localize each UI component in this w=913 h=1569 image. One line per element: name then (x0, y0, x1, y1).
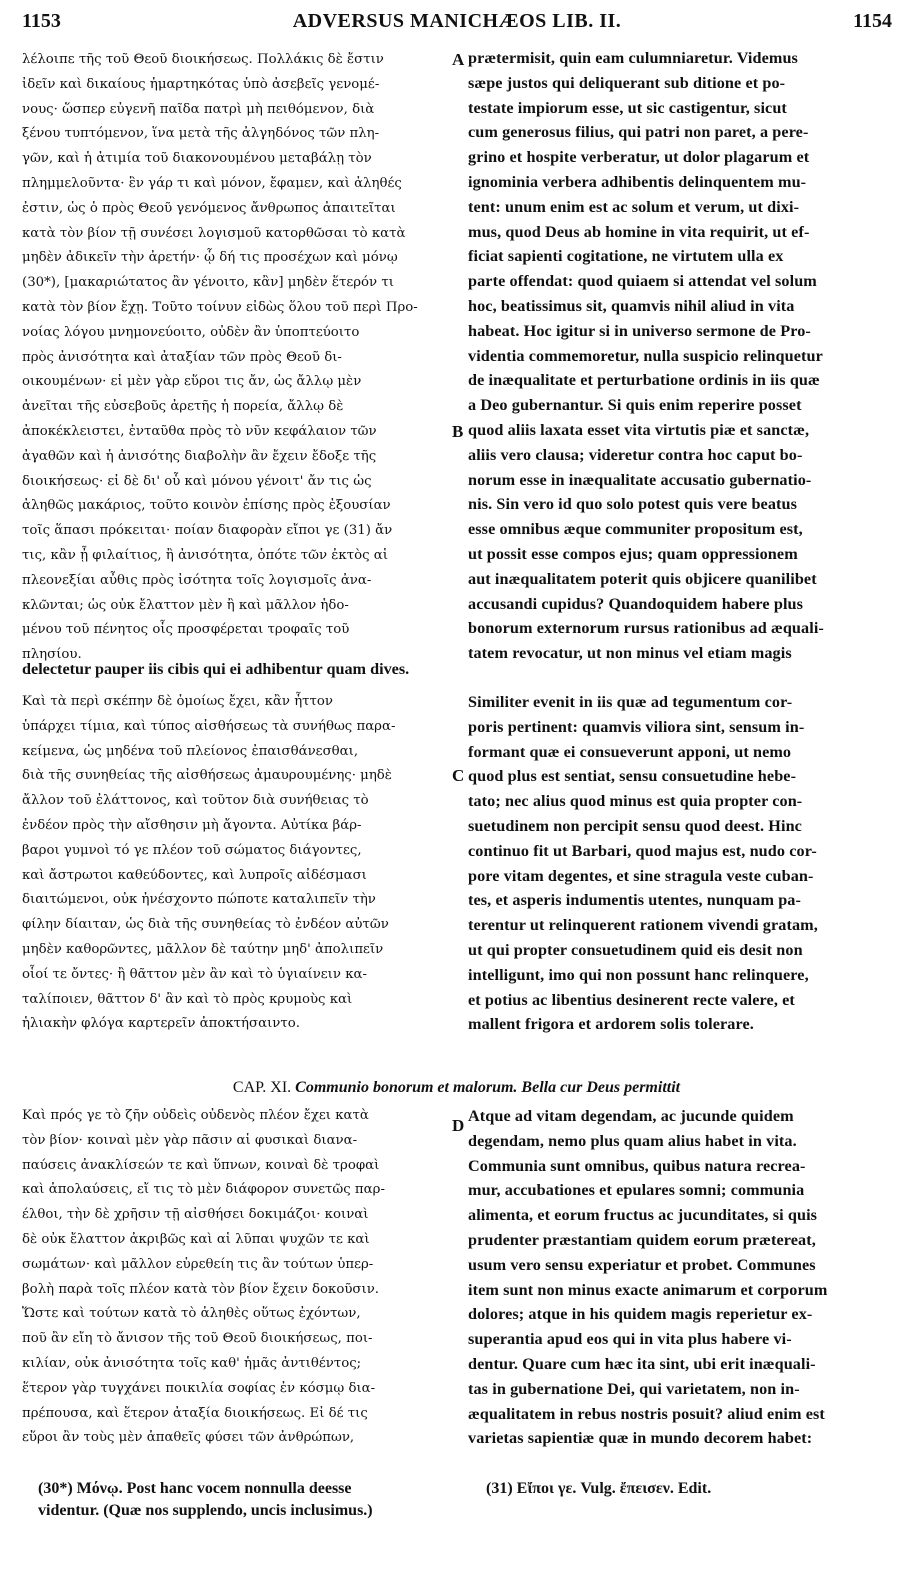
running-header (22, 10, 892, 38)
greek-line: κλῶνται; ὡς οὐκ ἔλαττον μὲν ἢ καὶ μᾶλλον ἡδο- (22, 597, 349, 613)
latin-line: mus, quod Deus ab homine in vita requirit, ut ef- (468, 222, 810, 241)
latin-line: prætermisit, quin eam culumniaretur. Videmus (468, 49, 798, 67)
greek-line: λέλοιπε τῆς τοῦ Θεοῦ διοικήσεως. Πολλάκις δὲ ἔστιν (22, 52, 384, 67)
latin-line: cum generosus filius, qui patri non paret, a pere- (468, 123, 809, 142)
latin-line: tent: unum enim est ac solum et verum, ut dixi- (468, 197, 800, 216)
latin-line: superantia apud eos qui in vita plus habere vi- (468, 1330, 792, 1349)
latin-line: formant quæ ei consueverunt apponi, ut nemo (468, 742, 792, 761)
latin-line: videntia commemoretur, nulla suspicio relinquetur (468, 346, 823, 365)
margin-marker-d: D (452, 1116, 465, 1135)
latin-line: dentur. Quare cum hæc ita sint, ubi erit inæquali- (468, 1354, 816, 1373)
greek-line: ἐνδέον πρὸς τὴν αἴσθησιν μὴ ἄγοντα. Αὐτίκα βάρ- (22, 817, 362, 833)
latin-line: habeat. Hoc igitur si in universo sermone de Pro- (468, 321, 811, 340)
latin-line: Communia sunt omnibus, quibus natura recrea- (468, 1156, 806, 1175)
latin-line: grino et hospite verberatur, ut dolor plagarum et (468, 148, 810, 167)
greek-line: ἄλλον τοῦ ἐλάττονος, καὶ τοῦτον διὰ συνήθειας τὸ (22, 793, 369, 809)
latin-line: quod aliis laxata esset vita virtutis piæ et sanctæ, (468, 420, 810, 439)
greek-column-section-2 (22, 690, 452, 1037)
greek-line: ὑπάρχει τίμια, καὶ τύπος αἰσθήσεως τὰ συνήθως παρα- (22, 718, 396, 734)
latin-line: ut possit esse compos ejus; quam oppressionem (468, 544, 798, 563)
greek-line: σωμάτων· καὶ μᾶλλον εὑρεθείη τις ἂν τούτων ὑπερ- (22, 1256, 374, 1272)
greek-line: πρὸς ἀνισότητα καὶ ἀταξίαν τῶν πρὸς Θεοῦ δι- (22, 349, 342, 365)
latin-line: poris pertinent: quamvis viliora sint, sensum in- (468, 717, 805, 736)
latin-line: ficiat sapienti cogitatione, ne virtutem ulla ex (468, 247, 784, 266)
latin-line: item sunt non minus exacte animarum et corporum (468, 1280, 828, 1299)
greek-line: ἕτερον γὰρ τυγχάνει ποικιλία σοφίας ἐν κόσμῳ δια- (22, 1380, 376, 1396)
latin-column-section-1 (468, 46, 894, 666)
latin-line: testate impiorum esse, ut sic castigentur, sicut (468, 98, 787, 117)
greek-line: ταλίποιεν, θᾶττον δ' ἂν καὶ τὸ πρὸς κρυμοὺς καὶ (22, 991, 353, 1007)
latin-line: aut inæqualitatem poterit quis objicere quanilibet (468, 569, 817, 588)
greek-line: (30*), [μακαριώτατος ἂν γένοιτο, κἂν] μηδὲν ἕτερόν τι (22, 275, 394, 291)
latin-line: ignominia verbera adhibentis delinquentem mu- (468, 172, 807, 191)
greek-line: ἡλιακὴν φλόγα καρτερεῖν ἀποκτήσαιντο. (22, 1016, 300, 1032)
greek-line: παύσεις ἀνακλίσεών τε καὶ ὕπνων, κοιναὶ δὲ τροφαὶ (22, 1157, 380, 1173)
running-title: ADVERSUS MANICHÆOS LIB. II. (292, 10, 622, 32)
greek-line: διαιτώμενοι, οὐκ ἠνέσχοντο πώποτε καταλιπεῖν τὴν (22, 892, 376, 908)
latin-line: varietas sapientiæ quæ in mundo decorem habet: (468, 1429, 813, 1448)
greek-column-section-3 (22, 1104, 452, 1451)
chapter-heading (0, 1079, 913, 1097)
latin-line: parte offendat: quod quiaem si attendat vel solum (468, 272, 817, 291)
margin-marker-c: C (452, 766, 465, 785)
greek-line: βαροι γυμνοὶ τό γε πλέον τοῦ σώματος διάγοντες, (22, 842, 362, 858)
greek-line: πλησίου. (22, 647, 82, 663)
greek-line: πλημμελοῦντα· ἓν γάρ τι καὶ μόνον, ἔφαμεν, καὶ ἀληθές (22, 175, 402, 191)
greek-line: οἷοί τε ὄντες· ἢ θᾶττον μὲν ἂν καὶ τὸ ὑγιαίνειν κα- (22, 966, 367, 982)
latin-line: Atque ad vitam degendam, ac jucunde quidem (468, 1107, 794, 1125)
greek-line: Καὶ πρός γε τὸ ζῆν οὐδεὶς οὐδενὸς πλέον ἔχει κατὰ (22, 1108, 369, 1123)
greek-line: ἀληθῶς μακάριος, τοῦτο κοινὸν ἐπίσης πρὸς ἐξουσίαν (22, 498, 391, 514)
greek-line: ἐστιν, ὡς ὁ πρὸς Θεοῦ γενόμενος ἄνθρωπος ἀπαιτεῖται (22, 200, 396, 216)
greek-line: γῶν, καὶ ἡ ἀτιμία τοῦ διακονουμένου μεταβάλῃ τὸν (22, 151, 372, 167)
latin-line: norum esse in inæqualitate accusatio gubernatio- (468, 470, 812, 489)
latin-line: mur, accubationes et epulares somni; communia (468, 1181, 805, 1200)
greek-line: ἀνεῖται τῆς εὐσεβοῦς ἀρετῆς ἡ πορεία, ἄλλῳ δὲ (22, 399, 344, 415)
greek-line: ποῦ ἂν εἴη τὸ ἄνισον τῆς τοῦ Θεοῦ διοικήσεως, ποι- (22, 1331, 373, 1347)
greek-line: έλθοι, τὴν δὲ χρῆσιν τῇ αἰσθήσει δοκιμάζοι· κοιναὶ (22, 1207, 369, 1223)
footnote-line: videntur. (Quæ nos supplendo, uncis inclusimus.) (38, 1502, 373, 1519)
latin-line: prudenter præstantiam quidem eorum prætereat, (468, 1230, 816, 1249)
greek-line: ἀποκέκλειστει, ἐνταῦθα πρὸς τὸ νῦν κεφάλαιον τῶν (22, 423, 377, 439)
latin-line: usum vero sensu experiatur et probet. Communes (468, 1255, 816, 1274)
greek-line: βολὴ παρὰ τοῖς πλέον κατὰ τὸν βίον ἔχειν δοκοῦσιν. (22, 1281, 380, 1297)
chapter-number: CAP. XI. (232, 1079, 292, 1096)
greek-line: νοίας λόγου μνημονεύοιτο, οὐδὲν ἂν ὑποπτεύοιτο (22, 324, 360, 340)
greek-column-section-1 (22, 48, 452, 668)
latin-line: pore vitam degentes, et sine stragula veste cuban- (468, 866, 814, 885)
latin-line: continuo fit ut Barbari, quod majus est, nudo cor- (468, 841, 817, 860)
latin-line: esse omnibus æque communiter propositum est, (468, 520, 803, 539)
greek-line: τοῖς ἅπασι πρόκειται· ποίαν διαφορὰν εἴποι γε (31) ἄν (22, 523, 393, 539)
latin-line: hoc, beatissimus sit, quamvis nihil aliud in vita (468, 296, 795, 315)
footnote-line: (30*) Μόνῳ. Post hanc vocem nonnulla deesse (38, 1480, 352, 1497)
margin-marker-a: A (452, 50, 465, 69)
latin-line: terentur ut relinquerent rationem vivendi gratam, (468, 916, 818, 935)
greek-line: πρέπουσα, καὶ ἕτερον ἀταξία διοικήσεως. Εἰ δέ τις (22, 1405, 368, 1421)
latin-line: suetudinem non percipit sensu quod deest. Hinc (468, 816, 802, 835)
latin-line: sæpe justos qui deliquerant sub ditione et po- (468, 73, 786, 92)
footnote-right (486, 1478, 896, 1500)
latin-line: quod plus est sentiat, sensu consuetudine hebe- (468, 767, 797, 786)
latin-line: degendam, nemo plus quam alius habet in vita. (468, 1131, 797, 1150)
latin-line: et potius ac libentius desinerent recte valere, et (468, 990, 795, 1009)
latin-column-section-3 (468, 1104, 894, 1451)
latin-column-section-2 (468, 690, 894, 1037)
footnote-left (38, 1478, 458, 1522)
greek-line: οικουμένων· εἰ μὲν γὰρ εὕροι τις ἄν, ὡς ἄλλῳ μὲν (22, 374, 362, 390)
greek-line: ἰδεῖν καὶ δικαίους ἡμαρτηκότας ὑπὸ ἀσεβεῖς γενομέ- (22, 76, 380, 92)
greek-line: νους· ὥσπερ εὐγενῆ παῖδα πατρὶ μὴ πειθόμενον, διὰ (22, 101, 375, 117)
latin-line: tatem revocatur, ut non minus vel etiam magis (468, 644, 792, 663)
greek-line: κατὰ τὸν βίον ἔχῃ. Τοῦτο τοίνυν εἰδὼς ὅλου τοῦ περὶ Προ- (22, 299, 418, 315)
greek-line: κείμενα, ὡς μηδένα τοῦ πλείονος ἐπαισθάνεσθαι, (22, 743, 359, 759)
greek-line: ξένου τυπτόμενον, ἵνα μετὰ τῆς ἀλγηδόνος τῶν πλη- (22, 126, 380, 142)
page-number-right: 1154 (853, 10, 892, 32)
latin-line: ut qui propter consuetudinem quid eis desit non (468, 940, 803, 959)
greek-line: διὰ τῆς συνηθείας τῆς αἰσθήσεως ἀμαυρουμένης· μηδὲ (22, 768, 392, 784)
latin-line: de inæqualitate et perturbatione ordinis in iis quæ (468, 371, 820, 390)
greek-line: δὲ οὐκ ἔλαττον ἀκριβῶς καὶ αἱ λῦπαι ψυχῶν τε καὶ (22, 1231, 370, 1247)
greek-line: Καὶ τὰ περὶ σκέπην δὲ ὁμοίως ἔχει, κἂν ἧττον (22, 694, 333, 709)
greek-line: καὶ ἀπολαύσεις, εἴ τις τὸ μὲν διάφορον συνετῶς παρ- (22, 1182, 385, 1198)
greek-line: τις, κἂν ᾖ φιλαίτιος, ἢ ἀνισότητα, ὁπότε τῶν ἐκτὸς αἱ (22, 547, 388, 563)
greek-line: εὕροι ἂν τοὺς μὲν ἀπαθεῖς φύσει τῶν ἀνθρώπων, (22, 1430, 355, 1446)
greek-line: κιλίαν, οὐκ ἀνισότητα τοῖς καθ' ἡμᾶς ἀντιθέντος; (22, 1355, 362, 1371)
greek-line: μηδὲν καθορῶντες, μᾶλλον δὲ ταύτην μηδ' ἀπολιπεῖν (22, 941, 384, 957)
margin-marker-b: B (452, 422, 464, 441)
greek-line: καὶ ἄστρωτοι καθεύδοντες, καὶ λυπροῖς αἰδέσμασι (22, 867, 367, 883)
latin-line: mallent frigora et ardorem solis tolerare. (468, 1015, 754, 1034)
latin-line: æqualitatem in rebus nostris posuit? aliud enim est (468, 1404, 825, 1423)
greek-line: μένου τοῦ πένητος οἷς προσφέρεται τροφαῖς τοῦ (22, 622, 350, 638)
page-number-left: 1153 (22, 10, 61, 32)
latin-line: aliis vero clausa; videretur contra hoc caput bo- (468, 445, 803, 464)
greek-line: Ὥστε καὶ τούτων κατὰ τὸ ἀληθὲς οὕτως ἐχόντων, (22, 1306, 361, 1322)
latin-line: tato; nec alius quod minus est quia propter con- (468, 792, 803, 811)
greek-line: τὸν βίον· κοιναὶ μὲν γὰρ πᾶσιν αἱ φυσικαὶ διανα- (22, 1132, 358, 1148)
greek-line: μηδὲν ἀδικεῖν τὴν ἀρετήν· ᾧ δή τις προσέχων καὶ μόνῳ (22, 250, 398, 266)
latin-line: bonorum externorum rursus rationibus ad æquali- (468, 619, 824, 638)
latin-line: nis. Sin vero id quo solo potest quis vere beatus (468, 495, 798, 514)
greek-line: κατὰ τὸν βίον τῇ συνέσει λογισμοῦ κατορθῶσαι τὸ κατὰ (22, 225, 406, 241)
latin-line: tes, et asperis indumentis utentes, nunquam pa- (468, 891, 801, 910)
latin-line: Similiter evenit in iis quæ ad tegumentum cor- (468, 693, 793, 711)
greek-line: φίλην δίαιταν, ὡς διὰ τῆς συνηθείας τὸ ἐνδέον αὐτῶν (22, 917, 389, 933)
footnote-line: (31) Εἴποι γε. Vulg. ἔπεισεν. Edit. (486, 1480, 712, 1497)
chapter-title: Communio bonorum et malorum. Bella cur Deus permittit (295, 1079, 681, 1096)
latin-line: accusandi cupidus? Quandoquidem habere plus (468, 594, 804, 613)
full-width-line: delectetur pauper iis cibis qui ei adhibentur quam dives. (22, 660, 410, 678)
greek-line: πλεονεξίαι αὖθις πρὸς ἰσότητα τοῖς λογισμοῖς ἀνα- (22, 572, 372, 588)
latin-line: a Deo gubernantur. Si quis enim reperire posset (468, 396, 802, 415)
latin-line: dolores; atque in his quidem magis reperietur ex- (468, 1305, 813, 1324)
latin-line: alimenta, et eorum fructus ac jucunditates, si quis (468, 1206, 818, 1225)
greek-line: ἀγαθῶν καὶ ἡ ἀνισότης διαβολὴν ἂν ἔχειν ἔδοξε τῆς (22, 448, 377, 464)
greek-line: διοικήσεως· εἰ δὲ δι' οὗ καὶ μόνου γένοιτ' ἄν τις ὡς (22, 473, 372, 489)
latin-line: intelligunt, imo qui non possunt hanc relinquere, (468, 965, 809, 984)
latin-line: tas in gubernatione Dei, qui varietatem, non in- (468, 1379, 800, 1398)
